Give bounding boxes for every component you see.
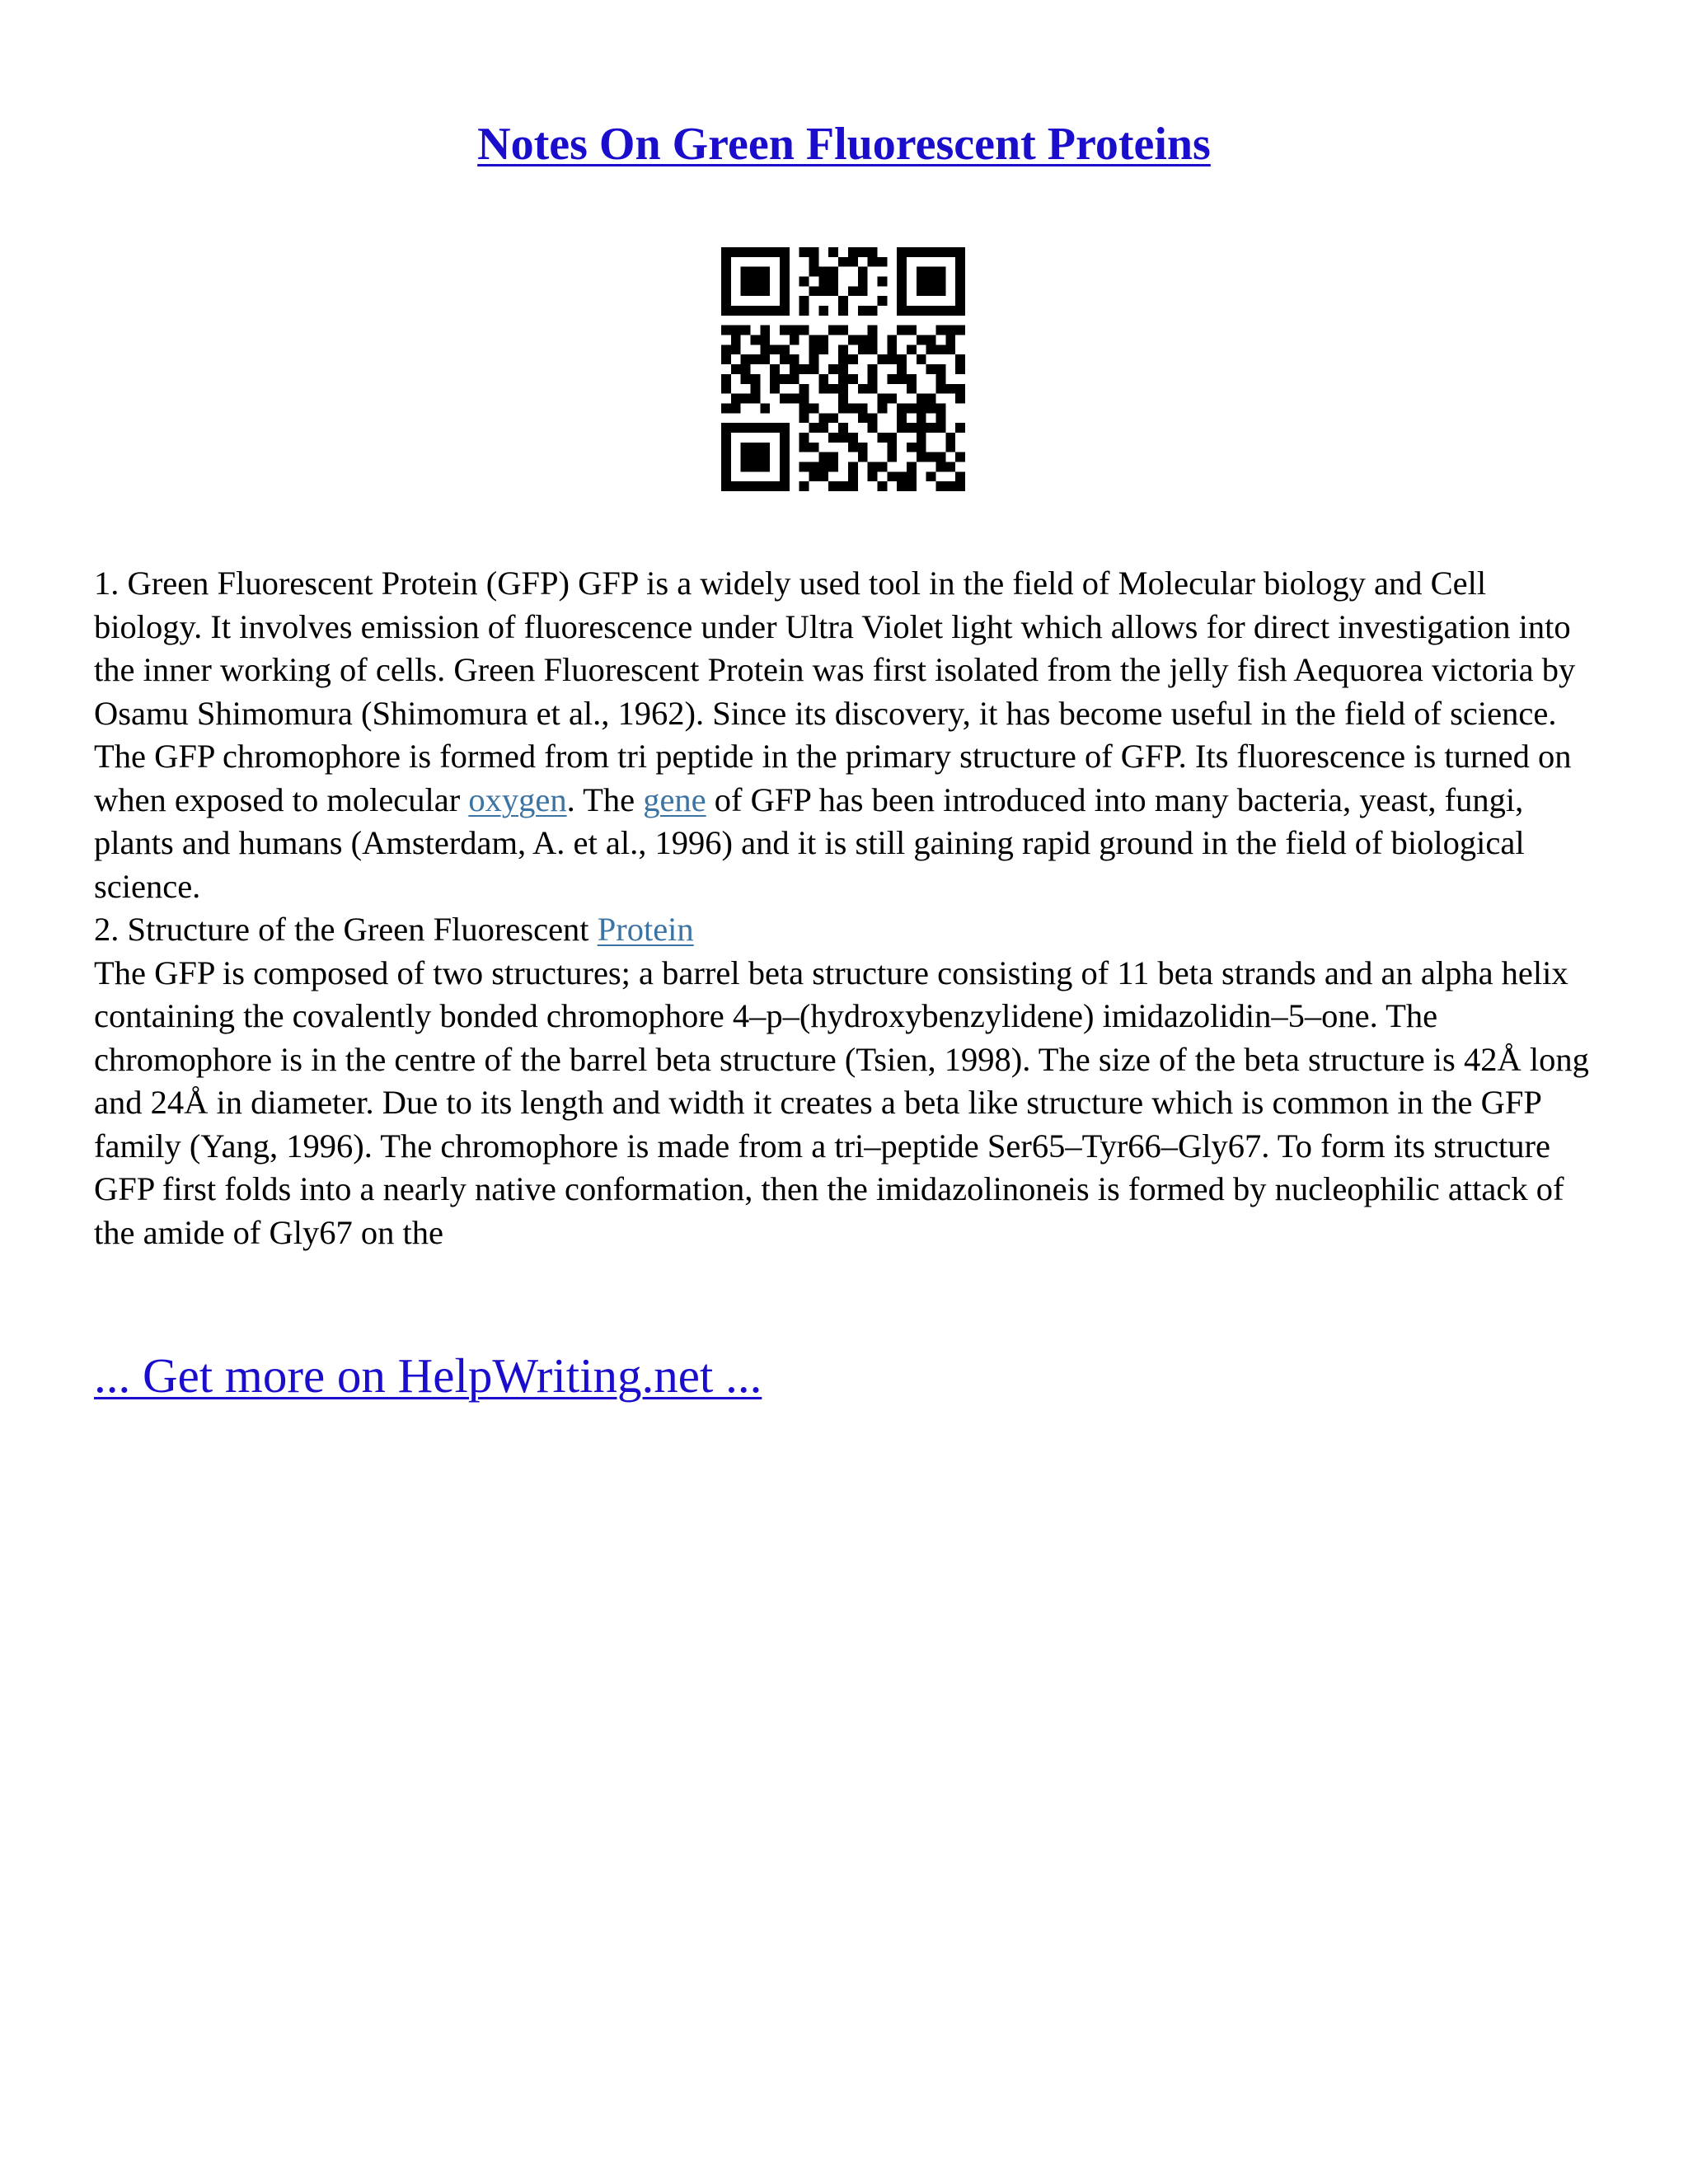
- paragraph-text: of GFP has been introduced into many bacteria, yeast, fungi, plants and humans (Amsterdam, A. et al., 1996) and it is still gaining rapid ground in the field of biological science.: [94, 780, 1525, 905]
- section-heading-structure: [94, 908, 1602, 952]
- heading-text: 2. Structure of the Green Fluorescent: [94, 911, 598, 948]
- paragraph-structure: The GFP is composed of two structures; a barrel beta structure consisting of 11 beta strands and an alpha helix containing the covalently bonded chromophore 4–p–(hydroxybenzylidene) imidazolidin–5–one. The chromophore is in the centre of the barrel beta structure (Tsien, 1998). The size of the beta structure is 42Å long and 24Å in diameter. Due to its length and width it creates a beta like structure which is common in the GFP family (Yang, 1996). The chromophore is made from a tri–peptide Ser65–Tyr66–Gly67. To form its structure GFP first folds into a nearly native conformation, then the imidazolinoneis is formed by nucleophilic attack of the amide of Gly67 on the: [94, 954, 1589, 1251]
- title-link[interactable]: Notes On Green Fluorescent Proteins: [477, 119, 1211, 170]
- paragraph-text: 1. Green Fluorescent Protein (GFP) GFP is a widely used tool in the field of Molecular biology and Cell biology. It involves emission of fluorescence under Ultra Violet light which allows for direct investigation into the inner working of cells. Green Fluorescent Protein was first isolated from the jelly fish Aequorea victoria by Osamu Shimomura (Shimomura et al., 1962). Since its discovery, it has become useful in the field of science. The GFP chromophore is formed from tri peptide in the primary structure of GFP. Its fluorescence is turned on when exposed to molecular: [94, 565, 1576, 818]
- paragraph-introduction: [94, 562, 1602, 908]
- page-title: [0, 115, 1688, 173]
- oxygen-link[interactable]: oxygen: [468, 780, 567, 818]
- get-more-link[interactable]: ... Get more on HelpWriting.net ...: [94, 1348, 762, 1403]
- paragraph-text: . The: [566, 780, 644, 818]
- qr-code-icon: [721, 247, 965, 491]
- protein-link[interactable]: Protein: [597, 911, 694, 948]
- get-more-container: [94, 1347, 762, 1404]
- gene-link[interactable]: gene: [643, 780, 706, 818]
- article-body: [94, 562, 1602, 1254]
